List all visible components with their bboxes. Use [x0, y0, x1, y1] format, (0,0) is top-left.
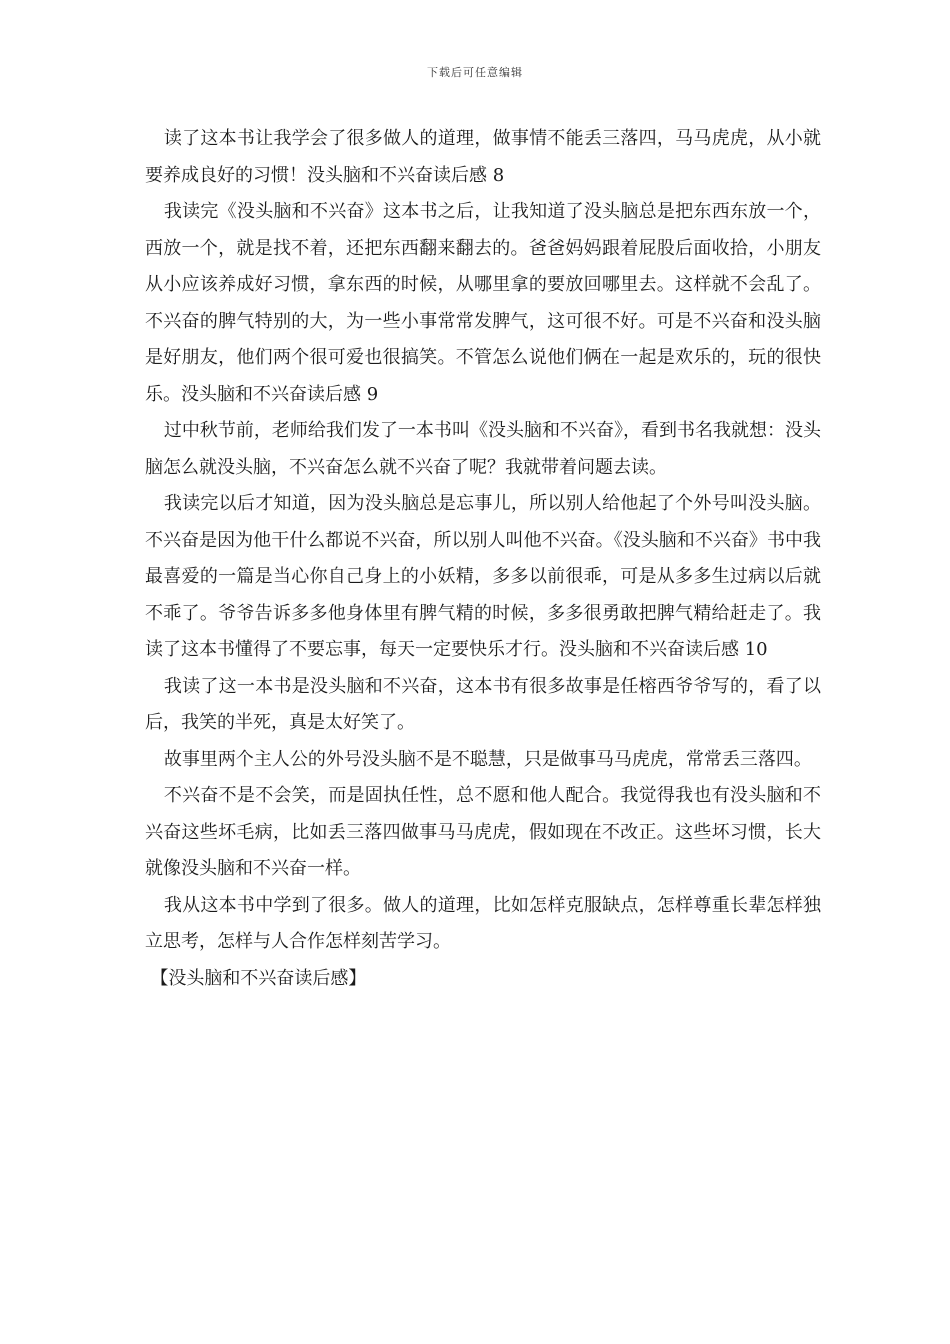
document-body [145, 121, 821, 997]
paragraph-3: 过中秋节前，老师给我们发了一本书叫《没头脑和不兴奋》，看到书名我就想：没头脑怎么就没头脑，不兴奋怎么就不兴奋了呢？我就带着问题去读。 [145, 420, 821, 478]
paragraph-5: 我读了这一本书是没头脑和不兴奋，这本书有很多故事是任榕西爷爷写的，看了以后，我笑的半死，真是太好笑了。 [145, 675, 821, 733]
closing-title: 【没头脑和不兴奋读后感】 [150, 967, 367, 989]
paragraph-4: 我读完以后才知道，因为没头脑总是忘事儿，所以别人给他起了个外号叫没头脑。不兴奋是因为他干什么都说不兴奋，所以别人叫他不兴奋。《没头脑和不兴奋》书中我最喜爱的一篇是当心你自己身上的小妖精，多多以前很乖，可是从多多生过病以后就不乖了。爷爷告诉多多他身体里有脾气精的时候，多多很勇敢把脾气精给赶走了。我读了这本书懂得了不要忘事，每天一定要快乐才行。没头脑和不兴奋读后感 10 [145, 493, 821, 660]
paragraph-1: 读了这本书让我学会了很多做人的道理，做事情不能丢三落四，马马虎虎，从小就要养成良好的习惯！没头脑和不兴奋读后感 8 [145, 128, 821, 186]
page-header: 下载后可任意编辑 [427, 66, 523, 79]
paragraph-6: 故事里两个主人公的外号没头脑不是不聪慧，只是做事马马虎虎，常常丢三落四。 [163, 748, 812, 770]
paragraph-7: 不兴奋不是不会笑，而是固执任性，总不愿和他人配合。我觉得我也有没头脑和不兴奋这些坏毛病，比如丢三落四做事马马虎虎，假如现在不改正。这些坏习惯，长大就像没头脑和不兴奋一样。 [145, 785, 821, 879]
paragraph-8: 我从这本书中学到了很多。做人的道理，比如怎样克服缺点，怎样尊重长辈怎样独立思考，怎样与人合作怎样刻苦学习。 [145, 894, 821, 952]
paragraph-2: 我读完《没头脑和不兴奋》这本书之后，让我知道了没头脑总是把东西东放一个，西放一个，就是找不着，还把东西翻来翻去的。爸爸妈妈跟着屁股后面收拾，小朋友从小应该养成好习惯，拿东西的时候，从哪里拿的要放回哪里去。这样就不会乱了。不兴奋的脾气特别的大，为一些小事常常发脾气，这可很不好。可是不兴奋和没头脑是好朋友，他们两个很可爱也很搞笑。不管怎么说他们俩在一起是欢乐的，玩的很快乐。没头脑和不兴奋读后感 9 [145, 201, 821, 405]
